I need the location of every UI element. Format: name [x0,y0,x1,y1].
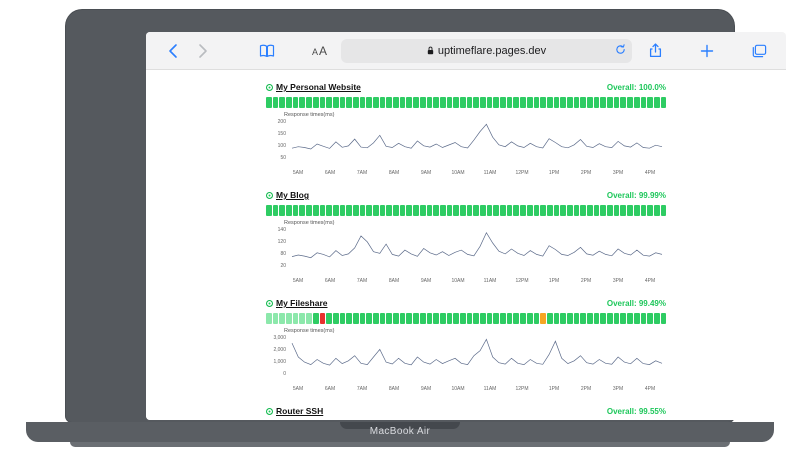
uptime-bar-strip[interactable] [266,97,666,108]
uptime-bar-cell[interactable] [620,97,626,108]
back-icon[interactable] [158,38,188,64]
uptime-bar-cell[interactable] [614,205,620,216]
uptime-bar-cell[interactable] [493,313,499,324]
chart-series-line [292,124,662,149]
web-page [146,70,786,420]
uptime-bar-cell[interactable] [540,205,546,216]
share-icon[interactable] [640,38,670,64]
uptime-bar-cell[interactable] [520,313,526,324]
x-axis-ticks [290,386,660,394]
monitor-title-group [266,298,328,308]
uptime-bar-cell[interactable] [393,205,399,216]
uptime-bar-cell[interactable] [400,97,406,108]
aa-small-label: A [312,46,319,57]
uptime-bar-cell[interactable] [420,205,426,216]
x-axis-tick-label: 11AM [483,386,497,392]
uptime-bar-cell[interactable] [661,313,667,324]
monitor-overall-uptime: Overall: 100.0% [606,82,666,92]
monitor-overall-uptime: Overall: 99.55% [606,406,666,416]
y-axis-ticks [266,118,288,164]
uptime-bar-cell[interactable] [554,205,560,216]
x-axis-tick-label: 8AM [388,386,400,392]
uptime-bar-cell[interactable] [587,313,593,324]
uptime-bar-cell[interactable] [507,97,513,108]
monitor-title-group [266,82,361,92]
uptime-bar-cell[interactable] [580,205,586,216]
x-axis-tick-label: 2PM [580,386,592,392]
monitor-name[interactable]: My Fileshare [276,298,328,308]
uptime-bar-cell[interactable] [467,205,473,216]
uptime-bar-cell[interactable] [520,97,526,108]
uptime-bar-cell[interactable] [400,313,406,324]
y-axis-tick-label: 20 [280,263,286,269]
uptime-bar-cell[interactable] [567,313,573,324]
uptime-bar-cell[interactable] [340,313,346,324]
uptime-bar-cell[interactable] [386,97,392,108]
monitor-card [266,188,666,286]
uptime-bar-cell[interactable] [641,313,647,324]
x-axis-tick-label: 4PM [644,170,656,176]
x-axis-tick-label: 7AM [356,170,368,176]
uptime-bar-cell[interactable] [373,313,379,324]
uptime-bar-cell[interactable] [600,313,606,324]
uptime-bar-cell[interactable] [520,205,526,216]
uptime-bar-cell[interactable] [534,205,540,216]
uptime-bar-cell[interactable] [326,97,332,108]
uptime-bar-cell[interactable] [513,313,519,324]
x-axis-tick-label: 11AM [483,170,497,176]
uptime-bar-cell[interactable] [293,97,299,108]
uptime-bar-cell[interactable] [460,313,466,324]
uptime-bar-cell[interactable] [560,97,566,108]
response-time-chart [266,220,666,286]
uptime-bar-cell[interactable] [534,97,540,108]
chart-title: Response times(ms) [284,328,335,334]
monitor-overall-uptime: Overall: 99.99% [606,190,666,200]
uptime-bar-cell[interactable] [620,313,626,324]
status-up-icon [266,408,273,415]
uptime-bar-cell[interactable] [273,313,279,324]
uptime-bar-cell[interactable] [547,205,553,216]
uptime-bar-cell[interactable] [413,205,419,216]
uptime-bar-cell[interactable] [500,97,506,108]
monitor-header [266,296,666,310]
x-axis-tick-label: 8AM [388,170,400,176]
x-axis-tick-label: 5AM [292,386,304,392]
uptime-bar-cell[interactable] [587,205,593,216]
uptime-bar-cell[interactable] [607,205,613,216]
uptime-bar-cell[interactable] [534,313,540,324]
x-axis-tick-label: 10AM [451,278,465,284]
y-axis-tick-label: 3,000 [273,335,286,341]
uptime-bar-cell[interactable] [333,205,339,216]
uptime-bar-cell[interactable] [393,97,399,108]
x-axis-tick-label: 7AM [356,278,368,284]
uptime-bar-cell[interactable] [420,313,426,324]
uptime-bar-cell[interactable] [513,97,519,108]
x-axis-tick-label: 2PM [580,278,592,284]
uptime-bar-cell[interactable] [547,313,553,324]
uptime-bar-cell[interactable] [607,313,613,324]
status-up-icon [266,84,273,91]
uptime-bar-cell[interactable] [447,205,453,216]
bookmarks-icon[interactable] [252,38,282,64]
uptime-bar-cell[interactable] [313,97,319,108]
address-bar-url: uptimeflare.pages.dev [437,44,547,57]
aa-large-label: A [319,43,328,58]
uptime-bar-cell[interactable] [627,313,633,324]
reload-icon[interactable] [615,42,626,60]
uptime-bar-cell[interactable] [540,97,546,108]
monitor-name[interactable]: Router SSH [276,406,324,416]
monitor-name[interactable]: My Personal Website [276,82,361,92]
uptime-bar-cell[interactable] [279,97,285,108]
uptime-bar-cell[interactable] [306,313,312,324]
uptime-bar-cell[interactable] [306,97,312,108]
uptime-bar-cell[interactable] [487,97,493,108]
tabs-overview-icon[interactable] [744,38,774,64]
uptime-bar-cell[interactable] [493,205,499,216]
x-axis-tick-label: 5AM [292,278,304,284]
uptime-bar-cell[interactable] [600,205,606,216]
x-axis-tick-label: 9AM [420,386,432,392]
x-axis-tick-label: 9AM [420,278,432,284]
uptime-bar-cell[interactable] [373,97,379,108]
uptime-bar-cell[interactable] [654,97,660,108]
uptime-bar-cell[interactable] [293,313,299,324]
uptime-bar-strip[interactable] [266,313,666,324]
uptime-bar-cell[interactable] [346,97,352,108]
y-axis-tick-label: 0 [283,371,286,377]
monitor-card [266,404,666,418]
uptime-bar-cell[interactable] [647,205,653,216]
uptime-bar-cell[interactable] [453,205,459,216]
uptime-bar-cell[interactable] [661,205,667,216]
uptime-bar-cell[interactable] [600,97,606,108]
uptime-bar-cell[interactable] [299,205,305,216]
monitor-title-group [266,190,309,200]
uptime-bar-cell[interactable] [286,97,292,108]
uptime-bar-cell[interactable] [340,97,346,108]
y-axis-ticks [266,226,288,272]
uptime-bar-cell[interactable] [661,97,667,108]
x-axis-ticks [290,278,660,286]
x-axis-tick-label: 12PM [515,278,529,284]
uptime-bar-cell[interactable] [460,97,466,108]
uptime-bar-cell[interactable] [654,313,660,324]
uptime-bar-cell[interactable] [527,97,533,108]
uptime-bar-cell[interactable] [333,313,339,324]
uptime-bar-cell[interactable] [480,205,486,216]
uptime-bar-cell[interactable] [333,97,339,108]
uptime-bar-cell[interactable] [326,205,332,216]
chart-line-svg [266,118,666,164]
uptime-bar-cell[interactable] [547,97,553,108]
uptime-bar-cell[interactable] [366,205,372,216]
uptime-bar-cell[interactable] [440,313,446,324]
y-axis-tick-label: 100 [277,143,286,149]
uptime-bar-cell[interactable] [594,97,600,108]
uptime-bar-cell[interactable] [641,205,647,216]
laptop-foot [70,442,730,447]
uptime-bar-cell[interactable] [406,313,412,324]
uptime-bar-cell[interactable] [567,205,573,216]
uptime-bar-cell[interactable] [453,313,459,324]
y-axis-tick-label: 140 [277,227,286,233]
uptime-bar-cell[interactable] [500,205,506,216]
browser-toolbar [146,32,786,70]
x-axis-tick-label: 1PM [548,170,560,176]
x-axis-tick-label: 4PM [644,278,656,284]
uptime-bar-cell[interactable] [320,97,326,108]
uptime-bar-cell[interactable] [567,97,573,108]
monitor-card [266,296,666,394]
uptime-bar-cell[interactable] [420,97,426,108]
lock-icon [427,42,434,60]
status-up-icon [266,300,273,307]
uptime-bar-cell[interactable] [574,205,580,216]
uptime-bar-cell[interactable] [634,205,640,216]
uptime-bar-cell[interactable] [393,313,399,324]
address-bar[interactable] [341,39,632,63]
uptime-bar-cell[interactable] [560,313,566,324]
uptime-bar-cell[interactable] [313,205,319,216]
uptime-bar-cell[interactable] [527,205,533,216]
x-axis-tick-label: 3PM [612,170,624,176]
uptime-bar-cell[interactable] [493,97,499,108]
monitor-title-group [266,406,323,416]
uptime-bar-cell[interactable] [286,205,292,216]
x-axis-tick-label: 1PM [548,386,560,392]
uptime-bar-cell[interactable] [487,313,493,324]
x-axis-ticks [290,170,660,178]
uptime-bar-cell[interactable] [507,313,513,324]
uptime-bar-cell[interactable] [427,313,433,324]
uptime-bar-cell[interactable] [554,313,560,324]
uptime-bar-cell[interactable] [614,97,620,108]
uptime-bar-cell[interactable] [380,313,386,324]
uptime-bar-cell[interactable] [306,205,312,216]
uptime-bar-cell[interactable] [386,313,392,324]
monitor-header [266,80,666,94]
uptime-bar-cell[interactable] [480,313,486,324]
x-axis-tick-label: 7AM [356,386,368,392]
uptime-bar-cell[interactable] [273,205,279,216]
uptime-bar-cell[interactable] [440,205,446,216]
chart-plot-area [266,118,666,170]
x-axis-tick-label: 6AM [324,386,336,392]
chart-plot-area [266,334,666,386]
uptime-bar-cell[interactable] [467,97,473,108]
uptime-bar-cell[interactable] [647,97,653,108]
x-axis-tick-label: 3PM [612,386,624,392]
uptime-bar-cell[interactable] [360,97,366,108]
uptime-bar-cell[interactable] [433,205,439,216]
y-axis-tick-label: 80 [280,251,286,257]
uptime-bar-cell[interactable] [279,205,285,216]
uptime-bar-cell[interactable] [467,313,473,324]
uptime-bar-cell[interactable] [386,205,392,216]
uptime-bar-cell[interactable] [480,97,486,108]
x-axis-tick-label: 6AM [324,278,336,284]
uptime-monitor-list [266,70,666,418]
y-axis-ticks [266,334,288,380]
uptime-bar-cell[interactable] [554,97,560,108]
x-axis-tick-label: 3PM [612,278,624,284]
uptime-bar-cell[interactable] [487,205,493,216]
uptime-bar-cell[interactable] [587,97,593,108]
x-axis-tick-label: 9AM [420,170,432,176]
chart-line-svg [266,334,666,380]
uptime-bar-cell[interactable] [299,313,305,324]
uptime-bar-strip[interactable] [266,205,666,216]
uptime-bar-cell[interactable] [460,205,466,216]
response-time-chart [266,112,666,178]
monitor-card [266,80,666,178]
uptime-bar-cell[interactable] [627,205,633,216]
uptime-bar-cell[interactable] [266,205,272,216]
uptime-bar-cell[interactable] [400,205,406,216]
uptime-bar-cell[interactable] [607,97,613,108]
x-axis-tick-label: 11AM [483,278,497,284]
uptime-bar-cell[interactable] [433,97,439,108]
uptime-bar-cell[interactable] [340,205,346,216]
x-axis-tick-label: 10AM [451,386,465,392]
uptime-bar-cell[interactable] [500,313,506,324]
uptime-bar-cell[interactable] [380,205,386,216]
uptime-bar-cell[interactable] [654,205,660,216]
uptime-bar-cell[interactable] [594,313,600,324]
uptime-bar-cell[interactable] [366,97,372,108]
uptime-bar-cell[interactable] [620,205,626,216]
monitor-name[interactable]: My Blog [276,190,310,200]
monitor-header [266,404,666,418]
x-axis-tick-label: 1PM [548,278,560,284]
y-axis-tick-label: 2,000 [273,347,286,353]
uptime-bar-cell[interactable] [406,97,412,108]
uptime-bar-cell[interactable] [453,97,459,108]
chart-series-line [292,233,662,258]
uptime-bar-cell[interactable] [447,313,453,324]
uptime-bar-cell[interactable] [560,205,566,216]
x-axis-tick-label: 4PM [644,386,656,392]
uptime-bar-cell[interactable] [413,97,419,108]
uptime-bar-cell[interactable] [279,313,285,324]
uptime-bar-cell[interactable] [299,97,305,108]
y-axis-tick-label: 1,000 [273,359,286,365]
chart-title: Response times(ms) [284,220,335,226]
uptime-bar-cell[interactable] [320,205,326,216]
new-tab-icon[interactable] [692,38,722,64]
response-time-chart [266,328,666,394]
uptime-bar-cell[interactable] [634,97,640,108]
uptime-bar-cell[interactable] [540,313,546,324]
uptime-bar-cell[interactable] [320,313,326,324]
x-axis-tick-label: 12PM [515,386,529,392]
uptime-bar-cell[interactable] [266,313,272,324]
uptime-bar-cell[interactable] [574,97,580,108]
uptime-bar-cell[interactable] [473,313,479,324]
uptime-bar-cell[interactable] [313,313,319,324]
y-axis-tick-label: 150 [277,131,286,137]
uptime-bar-cell[interactable] [580,313,586,324]
uptime-bar-cell[interactable] [440,97,446,108]
uptime-bar-cell[interactable] [360,313,366,324]
x-axis-tick-label: 12PM [515,170,529,176]
uptime-bar-cell[interactable] [360,205,366,216]
uptime-bar-cell[interactable] [627,97,633,108]
x-axis-tick-label: 8AM [388,278,400,284]
uptime-bar-cell[interactable] [473,205,479,216]
uptime-bar-cell[interactable] [580,97,586,108]
chart-line-svg [266,226,666,272]
uptime-bar-cell[interactable] [286,313,292,324]
forward-icon[interactable] [188,38,218,64]
uptime-bar-cell[interactable] [353,205,359,216]
x-axis-tick-label: 2PM [580,170,592,176]
uptime-bar-cell[interactable] [614,313,620,324]
uptime-bar-cell[interactable] [273,97,279,108]
uptime-bar-cell[interactable] [507,205,513,216]
uptime-bar-cell[interactable] [427,97,433,108]
uptime-bar-cell[interactable] [594,205,600,216]
status-up-icon [266,192,273,199]
uptime-bar-cell[interactable] [433,313,439,324]
uptime-bar-cell[interactable] [293,205,299,216]
page-text-size-button[interactable] [306,44,333,58]
uptime-bar-cell[interactable] [447,97,453,108]
x-axis-tick-label: 10AM [451,170,465,176]
chart-series-line [292,339,662,365]
uptime-bar-cell[interactable] [353,313,359,324]
chart-title: Response times(ms) [284,112,335,118]
uptime-bar-cell[interactable] [634,313,640,324]
uptime-bar-cell[interactable] [527,313,533,324]
uptime-bar-cell[interactable] [406,205,412,216]
uptime-bar-cell[interactable] [513,205,519,216]
x-axis-tick-label: 6AM [324,170,336,176]
chart-plot-area [266,226,666,278]
y-axis-tick-label: 50 [280,155,286,161]
x-axis-tick-label: 5AM [292,170,304,176]
uptime-bar-cell[interactable] [373,205,379,216]
uptime-bar-cell[interactable] [641,97,647,108]
device-label: MacBook Air [369,426,431,437]
uptime-bar-cell[interactable] [647,313,653,324]
laptop-lid [66,10,734,422]
y-axis-tick-label: 120 [277,239,286,245]
uptime-bar-cell[interactable] [473,97,479,108]
uptime-bar-cell[interactable] [366,313,372,324]
uptime-bar-cell[interactable] [346,205,352,216]
uptime-bar-cell[interactable] [380,97,386,108]
monitor-header [266,188,666,202]
laptop-screen [146,32,786,420]
uptime-bar-cell[interactable] [353,97,359,108]
y-axis-tick-label: 200 [277,119,286,125]
uptime-bar-cell[interactable] [266,97,272,108]
uptime-bar-cell[interactable] [413,313,419,324]
uptime-bar-cell[interactable] [346,313,352,324]
uptime-bar-cell[interactable] [326,313,332,324]
uptime-bar-cell[interactable] [574,313,580,324]
uptime-bar-cell[interactable] [427,205,433,216]
monitor-overall-uptime: Overall: 99.49% [606,298,666,308]
